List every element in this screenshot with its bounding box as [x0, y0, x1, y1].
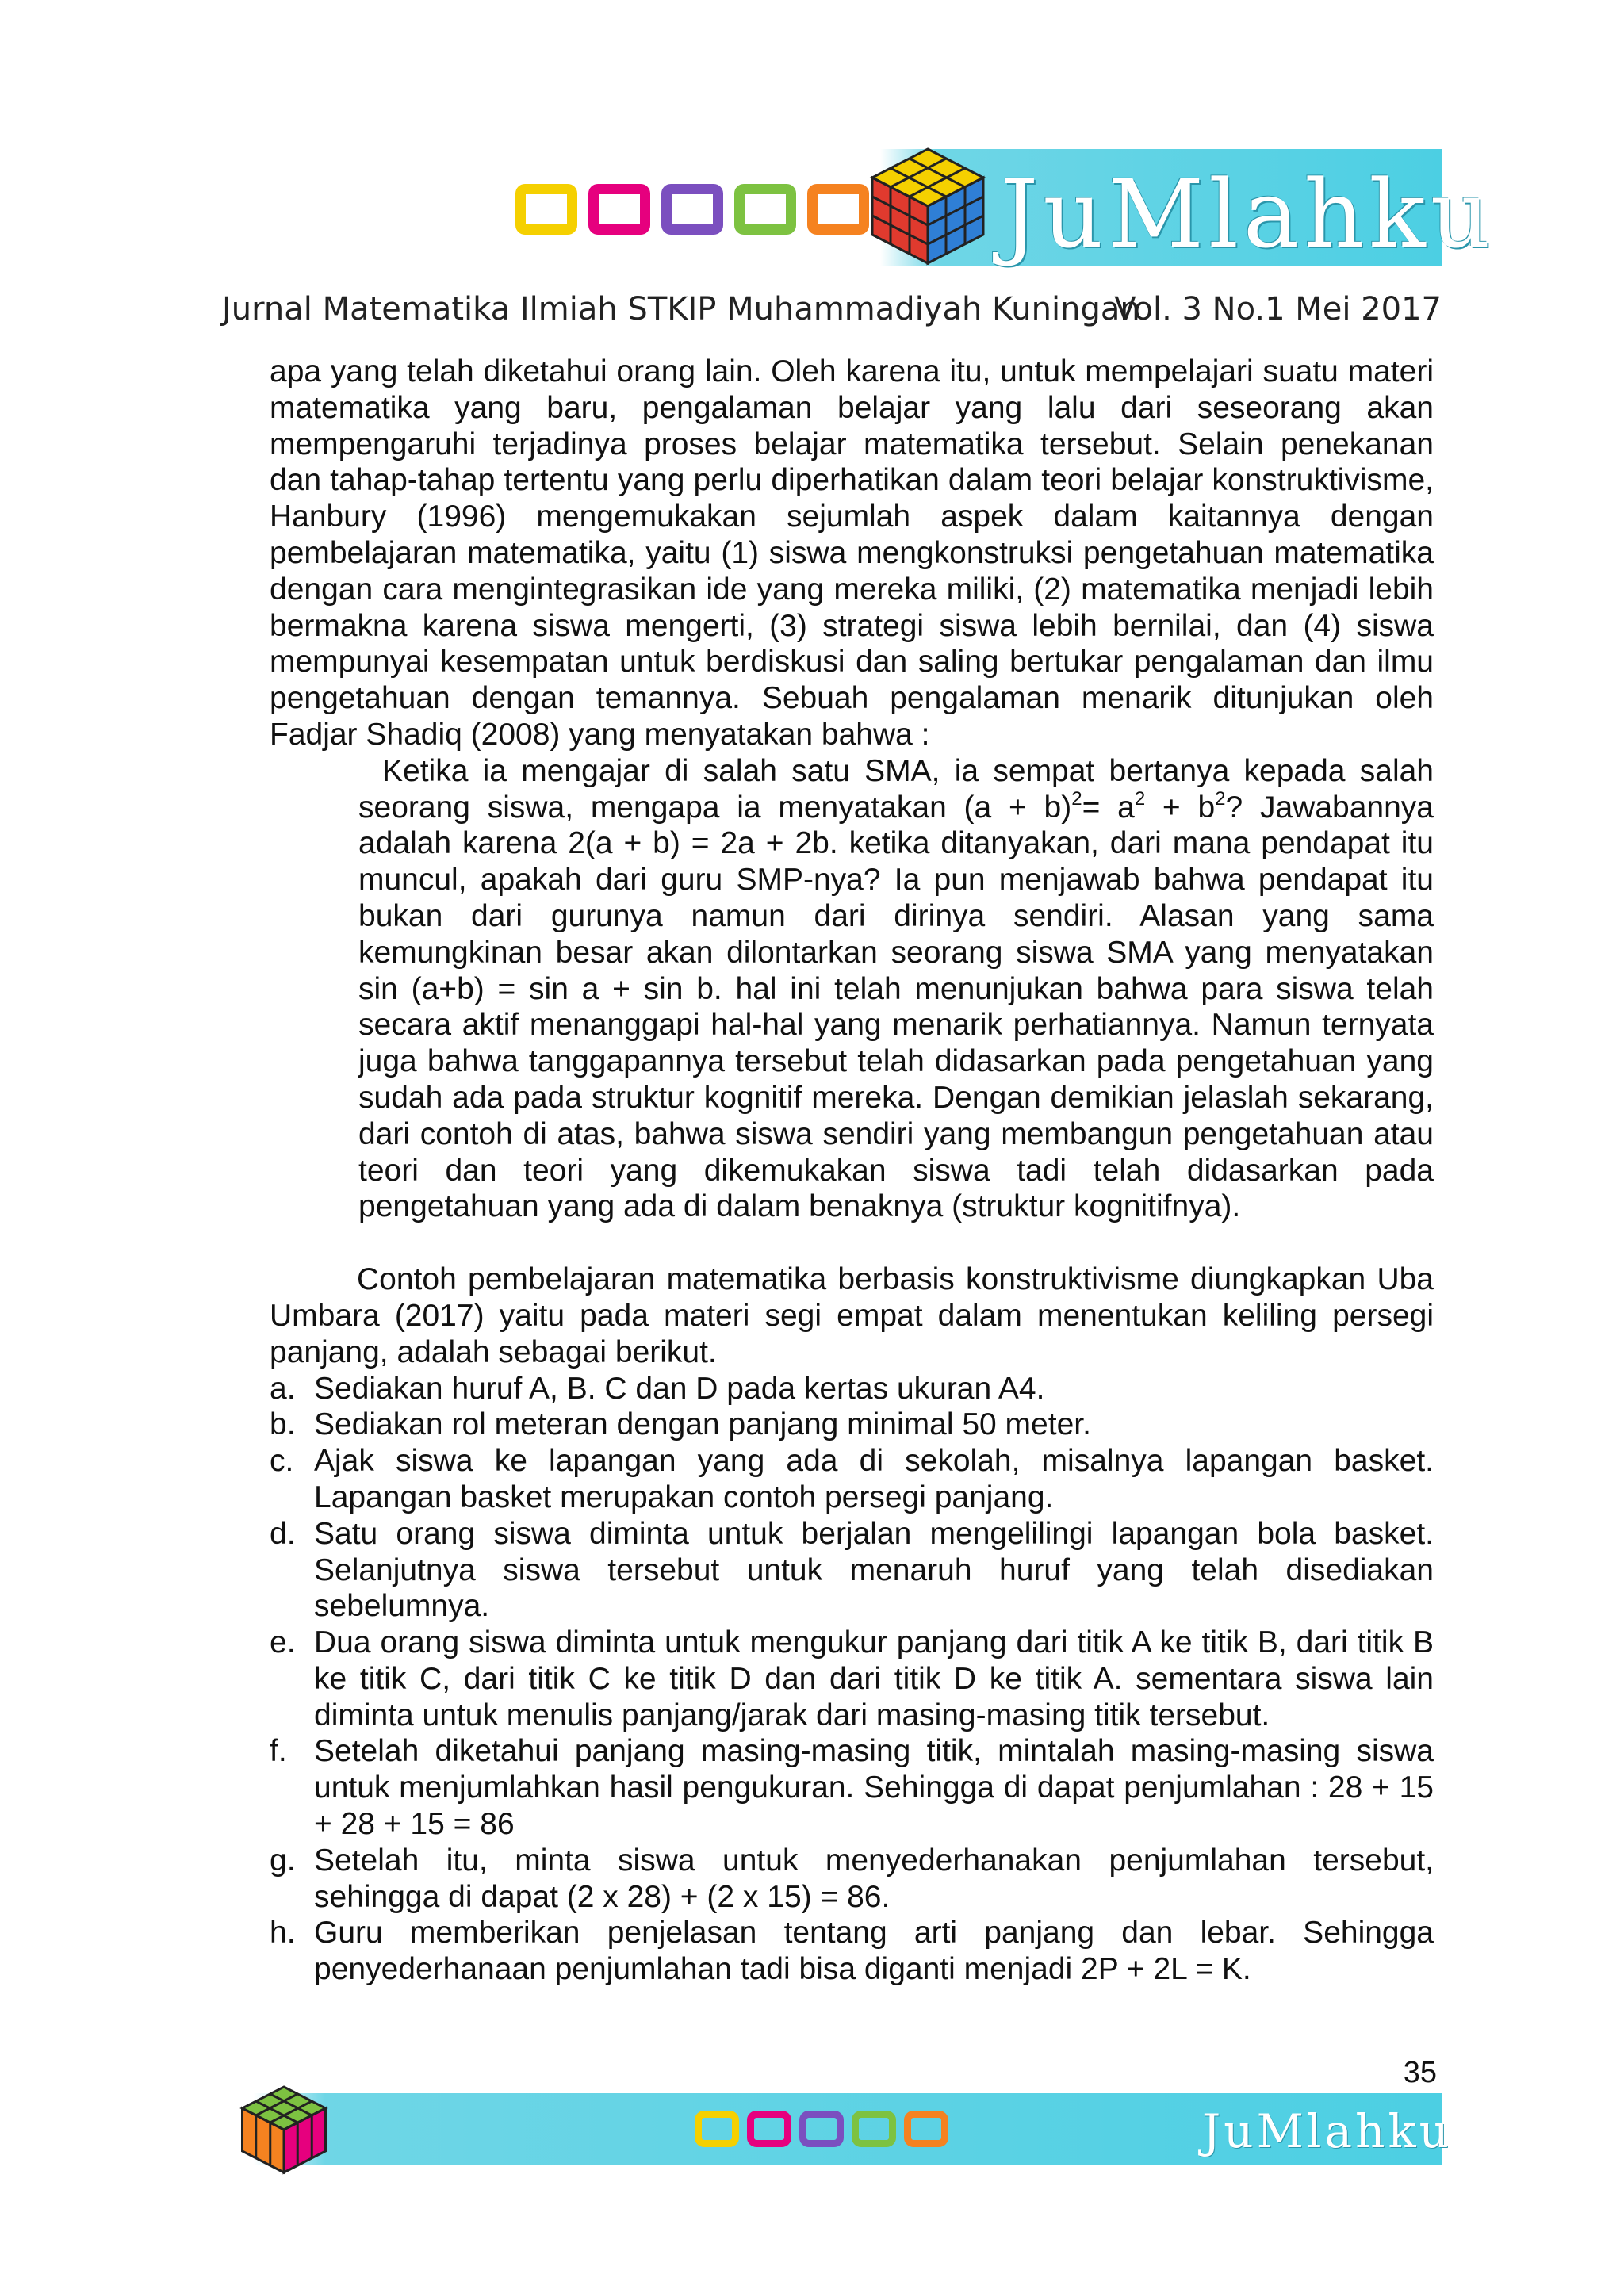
list-item-text: Ajak siswa ke lapangan yang ada di sekolah, misalnya lapangan basket. Lapangan basket merupakan contoh persegi panjang. [314, 1444, 1434, 1514]
list-item [270, 1733, 1434, 1842]
quote-superscript-2: 2 [1134, 787, 1146, 810]
rubiks-cube-footer-logo [236, 2082, 331, 2177]
quote-text-b: = a [1082, 790, 1135, 825]
list-item-text: Guru memberikan penjelasan tentang arti panjang dan lebar. Sehingga penyederhanaan penjumlahan tadi bisa diganti menjadi 2P + 2L = K. [314, 1916, 1434, 1987]
journal-volume: Vol. 3 No.1 Mei 2017 [1114, 291, 1442, 327]
list-item-text: Setelah diketahui panjang masing-masing titik, mintalah masing-masing siswa untuk menjumlahkan hasil pengukuran. Sehingga di dapat penjumlahan : 28 + 15 + 28 + 15 = 86 [314, 1734, 1434, 1842]
quote-superscript-3: 2 [1215, 787, 1226, 810]
list-marker: g. [270, 1843, 296, 1878]
list-item-text: Setelah itu, minta siswa untuk menyederhanakan penjumlahan tersebut, sehingga di dapat (2 x 28) + (2 x 15) = 86. [314, 1843, 1434, 1914]
list-marker: e. [270, 1625, 296, 1660]
square-orange [904, 2111, 948, 2147]
paragraph-intro: apa yang telah diketahui orang lain. Oleh karena itu, untuk mempelajari suatu materi matematika yang baru, pengalaman belajar yang lalu dari seseorang akan mempengaruhi terjadinya proses belajar matematika tersebut. Selain penekanan dan tahap-tahap tertentu yang perlu diperhatikan dalam teori belajar konstruktivisme, Hanbury (1996) mengemukakan sejumlah aspek dalam kaitannya dengan pembelajaran matematika, yaitu (1) siswa mengkonstruksi pengetahuan matematika dengan cara mengintegrasikan ide yang mereka miliki, (2) matematika menjadi lebih bermakna karena siswa mengerti, (3) strategi siswa lebih bernilai, dan (4) siswa mempunyai kesempatan untuk berdiskusi dan saling bertukar pengalaman dan ilmu pengetahuan dengan temannya. Sebuah pengalaman menarik ditunjukan oleh Fadjar Shadiq (2008) yang menyatakan bahwa : [270, 354, 1434, 752]
block-quote [358, 753, 1434, 1225]
paragraph-spacer [270, 1225, 1434, 1261]
square-orange [807, 184, 869, 235]
square-purple [799, 2111, 844, 2147]
list-marker: a. [270, 1371, 296, 1406]
page-number: 35 [1403, 2056, 1437, 2089]
list-item [270, 1516, 1434, 1625]
list-item [270, 1443, 1434, 1516]
list-item [270, 1843, 1434, 1916]
square-yellow [515, 184, 577, 235]
steps-list [270, 1371, 1434, 1989]
list-item [270, 1625, 1434, 1733]
quote-text-c: + b [1145, 790, 1216, 825]
list-marker: h. [270, 1916, 296, 1950]
square-green [852, 2111, 896, 2147]
square-magenta [588, 184, 650, 235]
list-item [270, 1371, 1434, 1407]
list-marker: b. [270, 1407, 296, 1442]
list-item [270, 1915, 1434, 1988]
list-item-text: Satu orang siswa diminta untuk berjalan mengelilingi lapangan bola basket. Selanjutnya siswa tersebut untuk menaruh huruf yang telah disediakan sebelumnya. [314, 1516, 1434, 1624]
quote-text-a: Ketika ia mengajar di salah satu SMA, ia sempat bertanya kepada salah seorang siswa, mengapa ia menyatakan (a + b) [358, 753, 1434, 825]
rubiks-cube-logo [864, 143, 991, 270]
journal-name: Jurnal Matematika Ilmiah STKIP Muhammadiyah Kuningan [222, 291, 1140, 327]
list-marker: d. [270, 1516, 296, 1551]
square-magenta [747, 2111, 791, 2147]
list-item-text: Dua orang siswa diminta untuk mengukur panjang dari titik A ke titik B, dari titik B ke titik C, dari titik C ke titik D dan dari titik D ke titik A. sementara siswa lain diminta untuk menulis panjang/jarak dari masing-masing titik tersebut. [314, 1625, 1434, 1732]
list-item [270, 1407, 1434, 1443]
quote-text-d: ? Jawabannya adalah karena 2(a + b) = 2a + 2b. ketika ditanyakan, dari mana pendapat itu muncul, apakah dari guru SMP-nya? Ia pun menjawab bahwa pendapat itu bukan dari gurunya namun dari dirinya sendiri. Alasan yang sama kemungkinan besar akan dilontarkan seorang siswa SMA yang menyatakan sin (a+b) = sin a + sin b. hal ini telah menunjukan bahwa para siswa telah secara aktif menanggapi hal-hal yang menarik perhatiannya. Namun ternyata juga bahwa tanggapannya tersebut telah didasarkan pada pengetahuan yang sudah ada pada struktur kognitif mereka. Dengan demikian jelaslah sekarang, dari contoh di atas, bahwa siswa sendiri yang membangun pengetahuan atau teori dan teori yang dikemukakan siswa tadi telah didasarkan pada pengetahuan yang ada di dalam benaknya (struktur kognitifnya). [358, 790, 1434, 1224]
square-purple [661, 184, 723, 235]
footer-brand: JuMlahku [1202, 2104, 1452, 2158]
paragraph-example: Contoh pembelajaran matematika berbasis konstruktivisme diungkapkan Uba Umbara (2017) yaitu pada materi segi empat dalam menentukan keliling persegi panjang, adalah sebagai berikut. [270, 1262, 1434, 1369]
list-marker: f. [270, 1734, 287, 1769]
square-green [734, 184, 796, 235]
article-body [270, 354, 1434, 1988]
list-item-text: Sediakan rol meteran dengan panjang minimal 50 meter. [314, 1407, 1091, 1442]
journal-brand-title: JuMlahku [1001, 159, 1496, 269]
quote-superscript-1: 2 [1071, 787, 1082, 810]
list-item-text: Sediakan huruf A, B. C dan D pada kertas ukuran A4. [314, 1371, 1045, 1406]
list-marker: c. [270, 1444, 294, 1479]
square-yellow [695, 2111, 739, 2147]
